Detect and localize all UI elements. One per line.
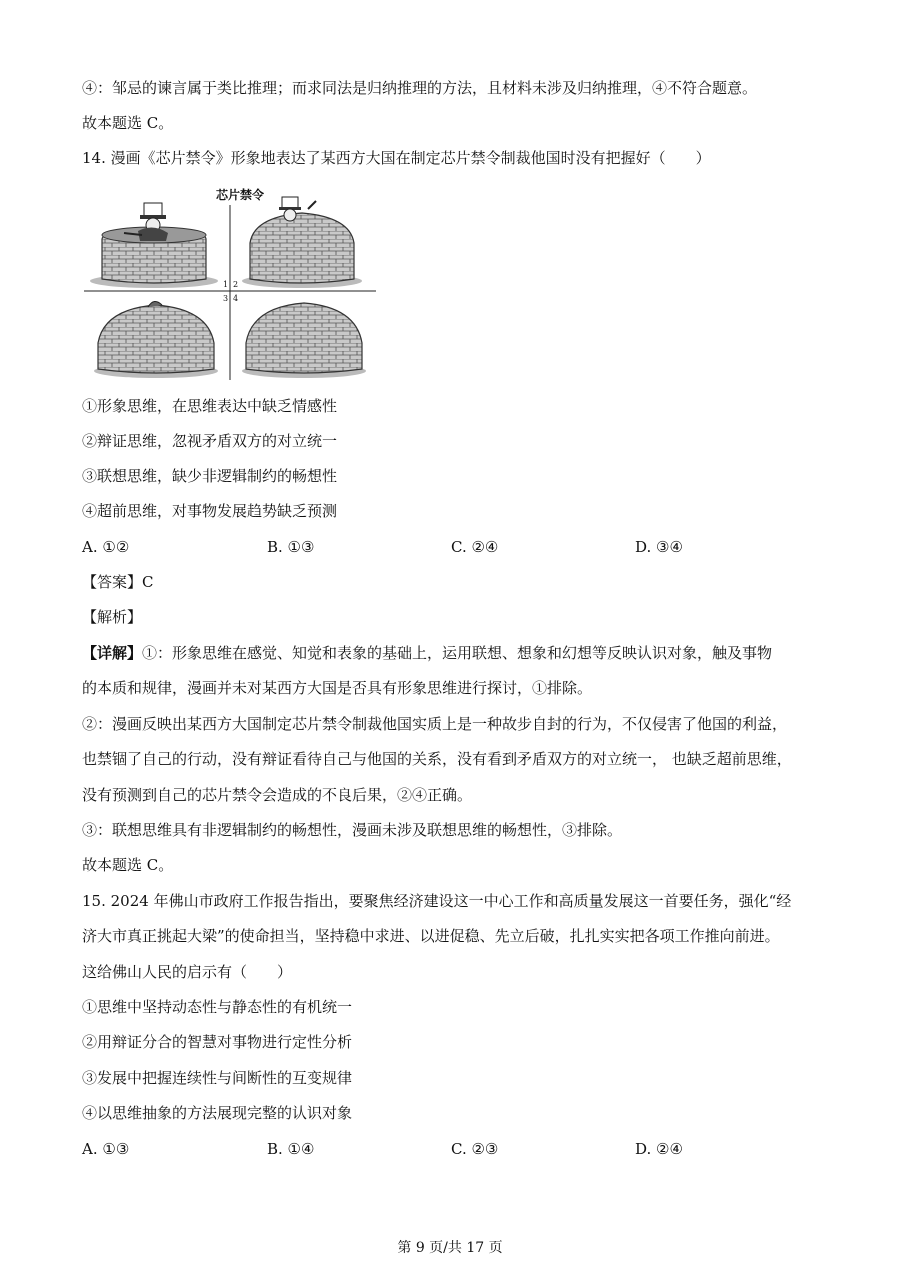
statement-1: ①思维中坚持动态性与静态性的有机统一 [82, 998, 353, 1016]
statement-3: ③发展中把握连续性与间断性的互变规律 [82, 1069, 353, 1087]
conclusion: 故本题选 C。 [82, 856, 174, 874]
statement-2: ②用辩证分合的智慧对事物进行定性分析 [82, 1033, 353, 1051]
detail-line [82, 643, 772, 663]
question-15-stem: 济大市真正挑起大梁”的使命担当，坚持稳中求进、以进促稳、先立后破，扎扎实实把各项工作推向前进。 [82, 927, 780, 945]
comic-title: 芯片禁令 [216, 188, 265, 202]
panel-number: 3 [223, 294, 229, 303]
question-15-stem: 这给佛山人民的启示有（ ） [82, 963, 293, 981]
option-d: D. ③④ [635, 538, 683, 556]
option-a: A. ①② [82, 538, 130, 556]
line-text: 故本题选 C。 [82, 114, 174, 132]
panel-number: 2 [233, 280, 239, 289]
detail-text: ①：形象思维在感觉、知觉和表象的基础上，运用联想、想象和幻想等反映认识对象，触及事物 [142, 644, 773, 662]
panel-number: 1 [223, 280, 229, 289]
comic-chip-ban [84, 183, 376, 380]
question-14-stem: 14. 漫画《芯片禁令》形象地表达了某西方大国在制定芯片禁令制裁他国时没有把握好（ ） [82, 149, 711, 167]
option-c: C. ②④ [451, 538, 499, 556]
analysis-label: 【解析】 [82, 608, 143, 626]
detail-line: ②：漫画反映出某西方大国制定芯片禁令制裁他国实质上是一种故步自封的行为，不仅侵害了他国的利益， [82, 715, 788, 733]
answer: 【答案】C [82, 573, 154, 591]
statement-4: ④超前思维，对事物发展趋势缺乏预测 [82, 502, 338, 520]
option-c: C. ②③ [451, 1140, 499, 1158]
option-b: B. ①④ [267, 1140, 315, 1158]
statement-1: ①形象思维，在思维表达中缺乏情感性 [82, 397, 338, 415]
page-footer: 第 9 页/共 17 页 [397, 1240, 503, 1256]
detail-label: 【详解】 [82, 644, 143, 662]
statement-4: ④以思维抽象的方法展现完整的认识对象 [82, 1104, 353, 1122]
detail-line: 的本质和规律，漫画并未对某西方大国是否具有形象思维进行探讨，①排除。 [82, 679, 593, 697]
statement-3: ③联想思维，缺少非逻辑制约的畅想性 [82, 467, 338, 485]
detail-line: ③：联想思维具有非逻辑制约的畅想性，漫画未涉及联想思维的畅想性，③排除。 [82, 821, 623, 839]
option-d: D. ②④ [635, 1140, 683, 1158]
detail-line: 没有预测到自己的芯片禁令会造成的不良后果，②④正确。 [82, 786, 473, 804]
question-15-stem: 15. 2024 年佛山市政府工作报告指出，要聚焦经济建设这一中心工作和高质量发展这一首要任务，强化“经 [82, 892, 792, 910]
panel-number: 4 [233, 294, 239, 303]
statement-2: ②辩证思维，忽视矛盾双方的对立统一 [82, 432, 338, 450]
option-a: A. ①③ [82, 1140, 130, 1158]
option-b: B. ①③ [267, 538, 315, 556]
detail-line: 也禁锢了自己的行动，没有辩证看待自己与他国的关系，没有看到矛盾双方的对立统一， 也缺乏超前思维， [82, 750, 792, 768]
line-text: ④：邹忌的谏言属于类比推理；而求同法是归纳推理的方法，且材料未涉及归纳推理，④不符合题意。 [82, 79, 758, 97]
